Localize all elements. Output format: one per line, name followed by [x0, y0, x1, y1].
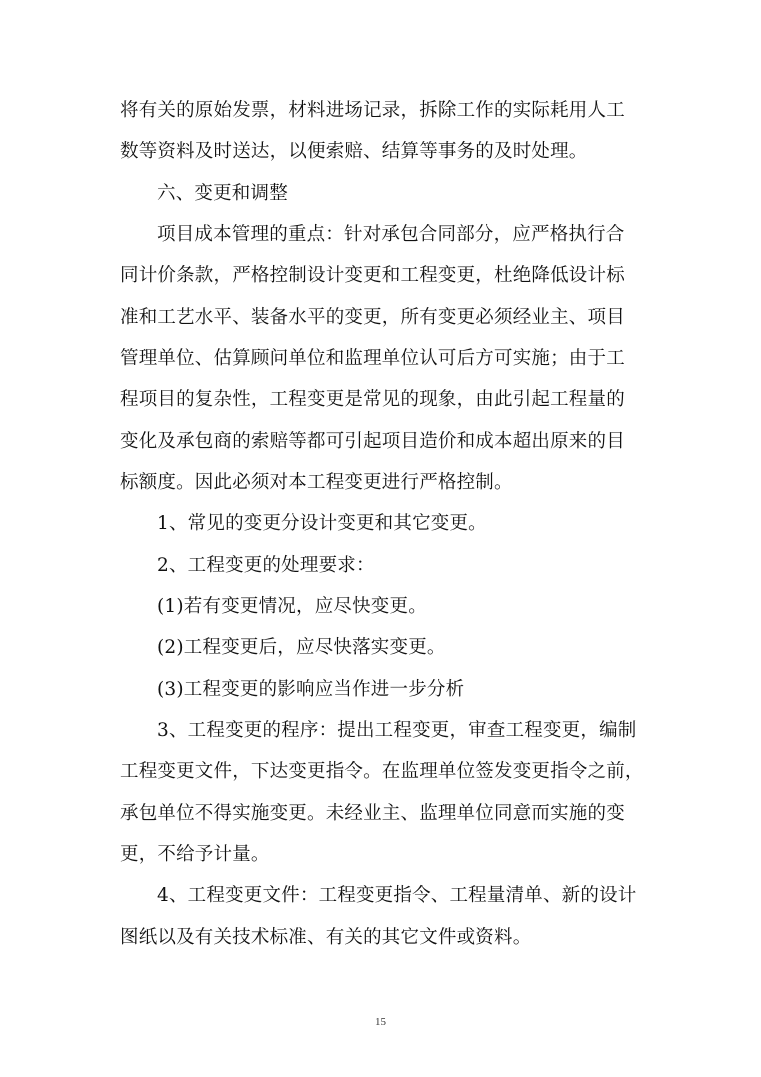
- paragraph-line-2: 数等资料及时送达，以便索赔、结算等事务的及时处理。: [120, 141, 588, 162]
- paragraph-line-21: 图纸以及有关技术标准、有关的其它文件或资料。: [120, 927, 532, 948]
- paragraph-line-17: 工程变更文件，下达变更指令。在监理单位签发变更指令之前，: [120, 761, 644, 782]
- sub-item-2: (2)工程变更后，应尽快落实变更。: [157, 637, 446, 658]
- paragraph-line-6: 准和工艺水平、装备水平的变更，所有变更必须经业主、项目: [120, 307, 625, 328]
- list-item-4: 4、工程变更文件：工程变更指令、工程量清单、新的设计: [157, 885, 637, 906]
- list-item-3: 3、工程变更的程序：提出工程变更，审查工程变更，编制: [157, 720, 637, 741]
- section-heading: 六、变更和调整: [157, 183, 288, 204]
- paragraph-line-19: 更，不给予计量。: [120, 844, 270, 865]
- list-item-1: 1、常见的变更分设计变更和其它变更。: [157, 513, 487, 534]
- paragraph-line-9: 变化及承包商的索赔等都可引起项目造价和成本超出原来的目: [120, 431, 625, 452]
- list-item-2: 2、工程变更的处理要求：: [157, 555, 375, 576]
- paragraph-line-7: 管理单位、估算顾问单位和监理单位认可后方可实施；由于工: [120, 348, 625, 369]
- page-number: 15: [375, 1016, 386, 1028]
- sub-item-1: (1)若有变更情况，应尽快变更。: [157, 596, 427, 617]
- paragraph-line-1: 将有关的原始发票，材料进场记录，拆除工作的实际耗用人工: [120, 100, 625, 121]
- paragraph-line-18: 承包单位不得实施变更。未经业主、监理单位同意而实施的变: [120, 803, 625, 824]
- paragraph-line-8: 程项目的复杂性，工程变更是常见的现象，由此引起工程量的: [120, 389, 625, 410]
- sub-item-3: (3)工程变更的影响应当作进一步分析: [157, 679, 465, 700]
- paragraph-line-10: 标额度。因此必须对本工程变更进行严格控制。: [120, 472, 513, 493]
- paragraph-line-5: 同计价条款，严格控制设计变更和工程变更，杜绝降低设计标: [120, 265, 625, 286]
- paragraph-line-4: 项目成本管理的重点：针对承包合同部分，应严格执行合: [157, 224, 625, 245]
